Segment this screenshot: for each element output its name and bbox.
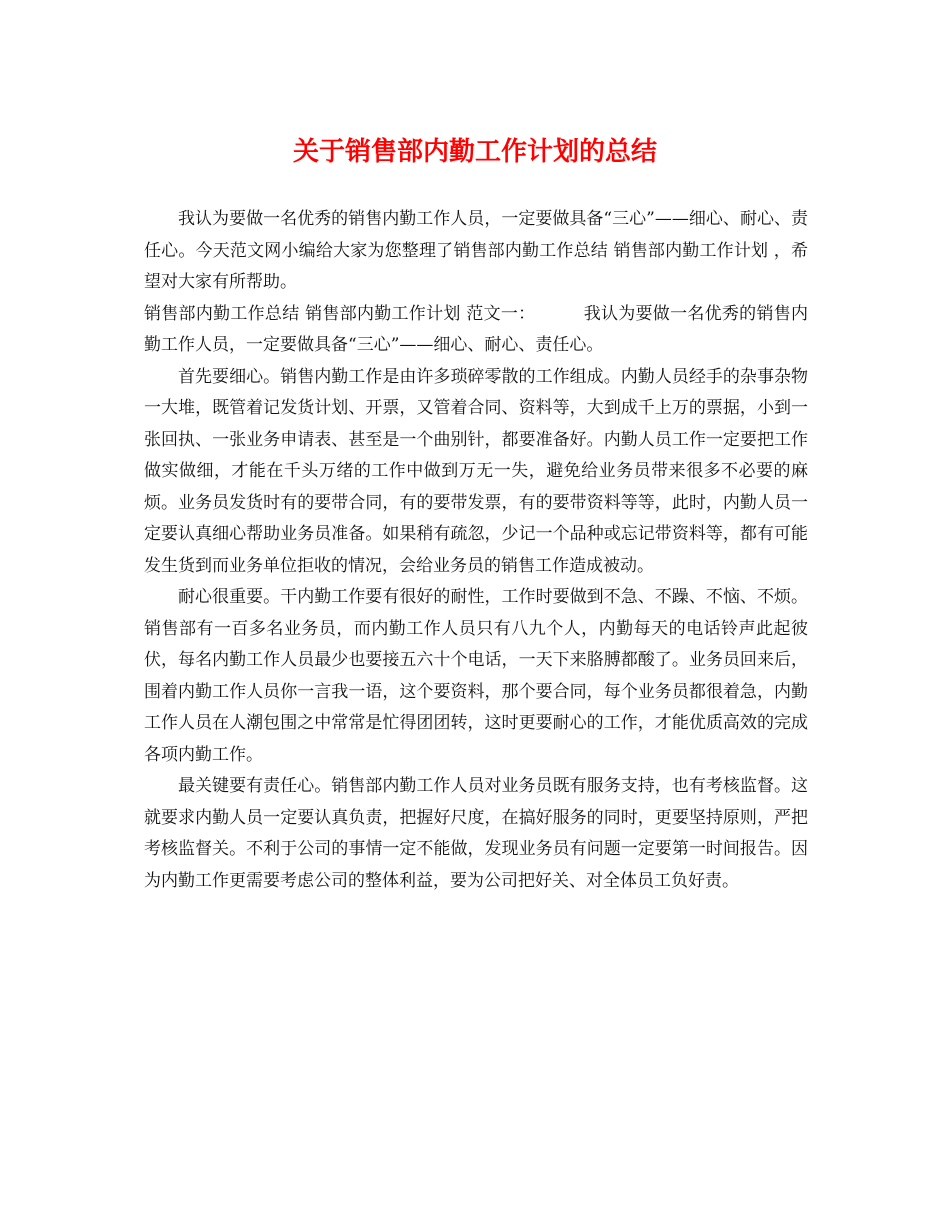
document-body <box>144 204 808 897</box>
sample-label: 销售部内勤工作总结 销售部内勤工作计划 范文一： <box>144 303 536 324</box>
sample-text: 我认为要做一名优秀的销售内勤工作人员，一定要做具备“三心”——细心、耐心、责任心。 <box>144 303 809 355</box>
body-paragraph-responsibility: 最关键要有责任心。销售部内勤工作人员对业务员既有服务支持，也有考核监督。这就要求内勤人员一定要认真负责，把握好尺度，在搞好服务的同时，更要坚持原则，严把考核监督关。不利于公司的事情一定不能做，发现业务员有问题一定要第一时间报告。因为内勤工作更需要考虑公司的整体利益，要为公司把好关、对全体员工负好责。 <box>144 776 808 891</box>
body-paragraph-careful: 首先要细心。销售内勤工作是由许多琐碎零散的工作组成。内勤人员经手的杂事杂物一大堆，既管着记发货计划、开票，又管着合同、资料等，大到成千上万的票据，小到一张回执、一张业务申请表、甚至是一个曲别针，都要准备好。内勤人员工作一定要把工作做实做细，才能在千头万绪的工作中做到万无一失，避免给业务员带来很多不必要的麻烦。业务员发货时有的要带合同，有的要带发票，有的要带资料等等，此时，内勤人员一定要认真细心帮助业务员准备。如果稍有疏忽，少记一个品种或忘记带资料等，都有可能发生货到而业务单位拒收的情况，会给业务员的销售工作造成被动。 <box>144 366 808 576</box>
body-paragraph-patience: 耐心很重要。干内勤工作要有很好的耐性，工作时要做到不急、不躁、不恼、不烦。销售部有一百多名业务员，而内勤工作人员只有八九个人，内勤每天的电话铃声此起彼伏，每名内勤工作人员最少也要接五六十个电话，一天下来胳膊都酸了。业务员回来后，围着内勤工作人员你一言我一语，这个要资料，那个要合同，每个业务员都很着急，内勤工作人员在人潮包围之中常常是忙得团团转，这时更要耐心的工作，才能优质高效的完成各项内勤工作。 <box>144 587 808 765</box>
document-title: 关于销售部内勤工作计划的总结 <box>292 137 657 167</box>
sample-paragraph <box>144 299 808 362</box>
intro-paragraph: 我认为要做一名优秀的销售内勤工作人员，一定要做具备“三心”——细心、耐心、责任心。今天范文网小编给大家为您整理了销售部内勤工作总结 销售部内勤工作计划 ，希望对大家有所帮助。 <box>144 209 808 292</box>
